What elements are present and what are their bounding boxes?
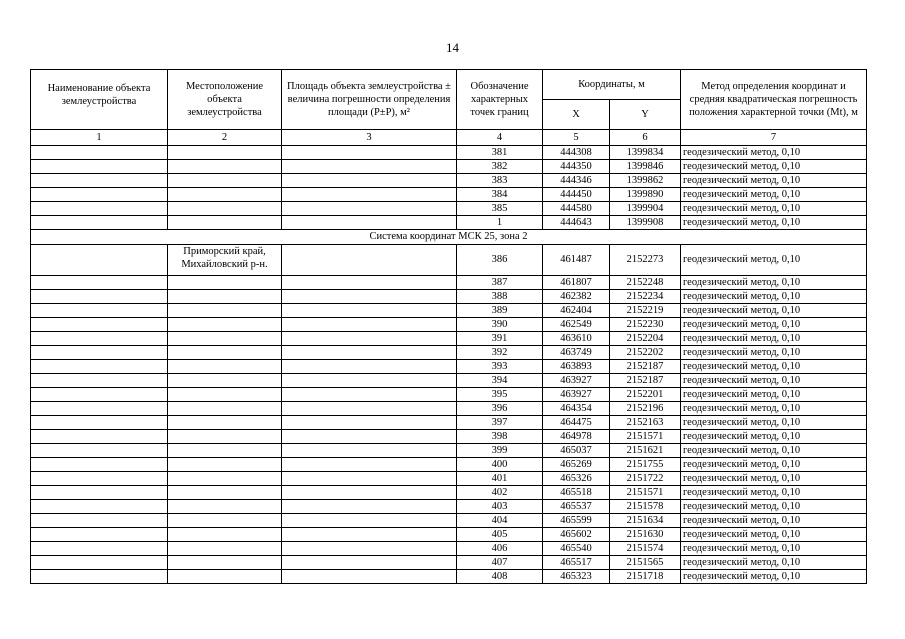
point-number-cell: 397 (457, 416, 543, 430)
y-coordinate-cell: 1399890 (610, 188, 681, 202)
area-cell (282, 444, 457, 458)
y-coordinate-cell: 2152219 (610, 304, 681, 318)
table-row (31, 402, 867, 416)
table-row (31, 202, 867, 216)
point-number-cell: 387 (457, 276, 543, 290)
method-cell: геодезический метод, 0,10 (681, 216, 867, 230)
y-coordinate-cell: 2151578 (610, 500, 681, 514)
object-name-cell (31, 188, 168, 202)
method-cell: геодезический метод, 0,10 (681, 514, 867, 528)
header-object-name: Наименование объекта землеустройства (31, 70, 168, 130)
object-name-cell (31, 458, 168, 472)
method-cell: геодезический метод, 0,10 (681, 388, 867, 402)
method-cell: геодезический метод, 0,10 (681, 346, 867, 360)
table-row (31, 486, 867, 500)
location-cell (168, 360, 282, 374)
object-name-cell (31, 486, 168, 500)
area-cell (282, 188, 457, 202)
location-cell (168, 444, 282, 458)
method-cell: геодезический метод, 0,10 (681, 332, 867, 346)
object-name-cell (31, 500, 168, 514)
table-row (31, 146, 867, 160)
location-cell (168, 570, 282, 584)
y-coordinate-cell: 2152163 (610, 416, 681, 430)
area-cell (282, 160, 457, 174)
table-row (31, 570, 867, 584)
point-number-cell: 398 (457, 430, 543, 444)
point-number-cell: 386 (457, 245, 543, 276)
location-cell (168, 500, 282, 514)
object-name-cell (31, 374, 168, 388)
x-coordinate-cell: 462404 (543, 304, 610, 318)
table-row (31, 374, 867, 388)
column-number: 6 (610, 130, 681, 146)
y-coordinate-cell: 1399904 (610, 202, 681, 216)
point-number-cell: 403 (457, 500, 543, 514)
method-cell: геодезический метод, 0,10 (681, 430, 867, 444)
object-name-cell (31, 290, 168, 304)
location-cell (168, 430, 282, 444)
object-name-cell (31, 346, 168, 360)
area-cell (282, 202, 457, 216)
x-coordinate-cell: 465599 (543, 514, 610, 528)
method-cell: геодезический метод, 0,10 (681, 318, 867, 332)
method-cell: геодезический метод, 0,10 (681, 202, 867, 216)
object-name-cell (31, 388, 168, 402)
object-name-cell (31, 402, 168, 416)
area-cell (282, 388, 457, 402)
table-row (31, 276, 867, 290)
location-cell (168, 346, 282, 360)
location-cell (168, 556, 282, 570)
table-row (31, 444, 867, 458)
location-cell (168, 514, 282, 528)
column-number: 1 (31, 130, 168, 146)
method-cell: геодезический метод, 0,10 (681, 146, 867, 160)
method-cell: геодезический метод, 0,10 (681, 304, 867, 318)
column-number: 7 (681, 130, 867, 146)
area-cell (282, 542, 457, 556)
method-cell: геодезический метод, 0,10 (681, 500, 867, 514)
location-cell (168, 146, 282, 160)
area-cell (282, 500, 457, 514)
area-cell (282, 332, 457, 346)
location-cell (168, 388, 282, 402)
x-coordinate-cell: 444643 (543, 216, 610, 230)
table-row (31, 245, 867, 276)
method-cell: геодезический метод, 0,10 (681, 174, 867, 188)
x-coordinate-cell: 444350 (543, 160, 610, 174)
point-number-cell: 390 (457, 318, 543, 332)
table-row (31, 388, 867, 402)
object-name-cell (31, 174, 168, 188)
point-number-cell: 394 (457, 374, 543, 388)
table-row (31, 332, 867, 346)
area-cell (282, 216, 457, 230)
area-cell (282, 374, 457, 388)
method-cell: геодезический метод, 0,10 (681, 276, 867, 290)
y-coordinate-cell: 2152230 (610, 318, 681, 332)
header-x: X (543, 100, 610, 130)
area-cell (282, 556, 457, 570)
header-y: Y (610, 100, 681, 130)
x-coordinate-cell: 444346 (543, 174, 610, 188)
point-number-cell: 389 (457, 304, 543, 318)
x-coordinate-cell: 463749 (543, 346, 610, 360)
object-name-cell (31, 472, 168, 486)
y-coordinate-cell: 2152187 (610, 360, 681, 374)
table-row (31, 556, 867, 570)
object-name-cell (31, 332, 168, 346)
point-number-cell: 395 (457, 388, 543, 402)
area-cell (282, 304, 457, 318)
object-name-cell (31, 514, 168, 528)
point-number-cell: 400 (457, 458, 543, 472)
object-name-cell (31, 245, 168, 276)
location-cell (168, 472, 282, 486)
table-row (31, 188, 867, 202)
area-cell (282, 430, 457, 444)
table-row (31, 318, 867, 332)
location-cell (168, 528, 282, 542)
location-cell (168, 216, 282, 230)
method-cell: геодезический метод, 0,10 (681, 402, 867, 416)
object-name-cell (31, 318, 168, 332)
y-coordinate-cell: 2151755 (610, 458, 681, 472)
x-coordinate-cell: 461487 (543, 245, 610, 276)
y-coordinate-cell: 2151574 (610, 542, 681, 556)
area-cell (282, 570, 457, 584)
location-cell: Приморский край, Михайловский р-н. (168, 245, 282, 276)
y-coordinate-cell: 2151718 (610, 570, 681, 584)
location-cell (168, 402, 282, 416)
point-number-cell: 1 (457, 216, 543, 230)
y-coordinate-cell: 2152273 (610, 245, 681, 276)
location-cell (168, 202, 282, 216)
area-cell (282, 514, 457, 528)
table-row (31, 346, 867, 360)
area-cell (282, 290, 457, 304)
y-coordinate-cell: 1399862 (610, 174, 681, 188)
y-coordinate-cell: 2152248 (610, 276, 681, 290)
header-coordinates: Координаты, м (543, 70, 681, 100)
table-row (31, 514, 867, 528)
method-cell: геодезический метод, 0,10 (681, 472, 867, 486)
y-coordinate-cell: 2151630 (610, 528, 681, 542)
table-row (31, 216, 867, 230)
object-name-cell (31, 444, 168, 458)
location-cell (168, 290, 282, 304)
page-number: 14 (446, 40, 459, 55)
point-number-cell: 381 (457, 146, 543, 160)
point-number-cell: 393 (457, 360, 543, 374)
object-name-cell (31, 304, 168, 318)
object-name-cell (31, 160, 168, 174)
location-cell (168, 332, 282, 346)
point-number-cell: 384 (457, 188, 543, 202)
area-cell (282, 245, 457, 276)
location-cell (168, 276, 282, 290)
header-area: Площадь объекта землеустройства ± величина погрешности определения площади (P±P), м² (282, 70, 457, 130)
x-coordinate-cell: 465517 (543, 556, 610, 570)
method-cell: геодезический метод, 0,10 (681, 160, 867, 174)
x-coordinate-cell: 465037 (543, 444, 610, 458)
x-coordinate-cell: 464475 (543, 416, 610, 430)
area-cell (282, 528, 457, 542)
area-cell (282, 146, 457, 160)
y-coordinate-cell: 2151722 (610, 472, 681, 486)
x-coordinate-cell: 464978 (543, 430, 610, 444)
point-number-cell: 401 (457, 472, 543, 486)
point-number-cell: 399 (457, 444, 543, 458)
column-number: 2 (168, 130, 282, 146)
coordinates-table (30, 69, 867, 584)
area-cell (282, 276, 457, 290)
method-cell: геодезический метод, 0,10 (681, 458, 867, 472)
method-cell: геодезический метод, 0,10 (681, 542, 867, 556)
table-row (31, 174, 867, 188)
method-cell: геодезический метод, 0,10 (681, 245, 867, 276)
y-coordinate-cell: 1399908 (610, 216, 681, 230)
table-row (31, 528, 867, 542)
area-cell (282, 360, 457, 374)
area-cell (282, 318, 457, 332)
location-cell (168, 542, 282, 556)
object-name-cell (31, 276, 168, 290)
table-row (31, 360, 867, 374)
table-row (31, 472, 867, 486)
y-coordinate-cell: 2152202 (610, 346, 681, 360)
y-coordinate-cell: 2151571 (610, 486, 681, 500)
table-row (31, 430, 867, 444)
object-name-cell (31, 542, 168, 556)
method-cell: геодезический метод, 0,10 (681, 444, 867, 458)
area-cell (282, 416, 457, 430)
point-number-cell: 407 (457, 556, 543, 570)
method-cell: геодезический метод, 0,10 (681, 188, 867, 202)
y-coordinate-cell: 1399834 (610, 146, 681, 160)
x-coordinate-cell: 463893 (543, 360, 610, 374)
y-coordinate-cell: 2152187 (610, 374, 681, 388)
x-coordinate-cell: 462382 (543, 290, 610, 304)
x-coordinate-cell: 465540 (543, 542, 610, 556)
table-row (31, 304, 867, 318)
location-cell (168, 458, 282, 472)
y-coordinate-cell: 2151634 (610, 514, 681, 528)
column-number: 4 (457, 130, 543, 146)
area-cell (282, 472, 457, 486)
object-name-cell (31, 556, 168, 570)
x-coordinate-cell: 464354 (543, 402, 610, 416)
area-cell (282, 346, 457, 360)
table-header (31, 70, 867, 130)
area-cell (282, 174, 457, 188)
location-cell (168, 188, 282, 202)
table-row (31, 458, 867, 472)
area-cell (282, 458, 457, 472)
object-name-cell (31, 430, 168, 444)
x-coordinate-cell: 444308 (543, 146, 610, 160)
x-coordinate-cell: 462549 (543, 318, 610, 332)
y-coordinate-cell: 1399846 (610, 160, 681, 174)
column-number: 5 (543, 130, 610, 146)
x-coordinate-cell: 465518 (543, 486, 610, 500)
object-name-cell (31, 146, 168, 160)
method-cell: геодезический метод, 0,10 (681, 290, 867, 304)
x-coordinate-cell: 465269 (543, 458, 610, 472)
x-coordinate-cell: 465602 (543, 528, 610, 542)
y-coordinate-cell: 2152204 (610, 332, 681, 346)
y-coordinate-cell: 2151565 (610, 556, 681, 570)
object-name-cell (31, 216, 168, 230)
table-row (31, 500, 867, 514)
location-cell (168, 304, 282, 318)
x-coordinate-cell: 465537 (543, 500, 610, 514)
header-method: Метод определения координат и средняя квадратическая погрешность положения характерной точки (Mt), м (681, 70, 867, 130)
object-name-cell (31, 416, 168, 430)
point-number-cell: 405 (457, 528, 543, 542)
method-cell: геодезический метод, 0,10 (681, 360, 867, 374)
x-coordinate-cell: 465323 (543, 570, 610, 584)
x-coordinate-cell: 463610 (543, 332, 610, 346)
method-cell: геодезический метод, 0,10 (681, 416, 867, 430)
point-number-cell: 383 (457, 174, 543, 188)
point-number-cell: 404 (457, 514, 543, 528)
area-cell (282, 486, 457, 500)
object-name-cell (31, 360, 168, 374)
x-coordinate-cell: 463927 (543, 388, 610, 402)
header-point-designation: Обозначение характерных точек границ (457, 70, 543, 130)
location-cell (168, 486, 282, 500)
point-number-cell: 396 (457, 402, 543, 416)
column-number: 3 (282, 130, 457, 146)
y-coordinate-cell: 2152201 (610, 388, 681, 402)
table-row (31, 542, 867, 556)
table-row (31, 416, 867, 430)
object-name-cell (31, 570, 168, 584)
method-cell: геодезический метод, 0,10 (681, 486, 867, 500)
object-name-cell (31, 528, 168, 542)
method-cell: геодезический метод, 0,10 (681, 556, 867, 570)
location-cell (168, 160, 282, 174)
table-row (31, 160, 867, 174)
y-coordinate-cell: 2151571 (610, 430, 681, 444)
coordinate-system-row (31, 230, 867, 245)
x-coordinate-cell: 444450 (543, 188, 610, 202)
coordinate-system-label: Система координат МСК 25, зона 2 (31, 230, 867, 245)
x-coordinate-cell: 465326 (543, 472, 610, 486)
point-number-cell: 406 (457, 542, 543, 556)
header-location: Местоположение объекта землеустройства (168, 70, 282, 130)
location-cell (168, 318, 282, 332)
point-number-cell: 388 (457, 290, 543, 304)
location-cell (168, 374, 282, 388)
location-cell (168, 174, 282, 188)
point-number-cell: 392 (457, 346, 543, 360)
object-name-cell (31, 202, 168, 216)
point-number-cell: 382 (457, 160, 543, 174)
y-coordinate-cell: 2151621 (610, 444, 681, 458)
location-cell (168, 416, 282, 430)
point-number-cell: 402 (457, 486, 543, 500)
point-number-cell: 391 (457, 332, 543, 346)
method-cell: геодезический метод, 0,10 (681, 528, 867, 542)
column-number-row (31, 130, 867, 146)
point-number-cell: 385 (457, 202, 543, 216)
table-body (31, 130, 867, 584)
x-coordinate-cell: 461807 (543, 276, 610, 290)
area-cell (282, 402, 457, 416)
point-number-cell: 408 (457, 570, 543, 584)
x-coordinate-cell: 463927 (543, 374, 610, 388)
method-cell: геодезический метод, 0,10 (681, 374, 867, 388)
table-row (31, 290, 867, 304)
x-coordinate-cell: 444580 (543, 202, 610, 216)
y-coordinate-cell: 2152196 (610, 402, 681, 416)
method-cell: геодезический метод, 0,10 (681, 570, 867, 584)
y-coordinate-cell: 2152234 (610, 290, 681, 304)
